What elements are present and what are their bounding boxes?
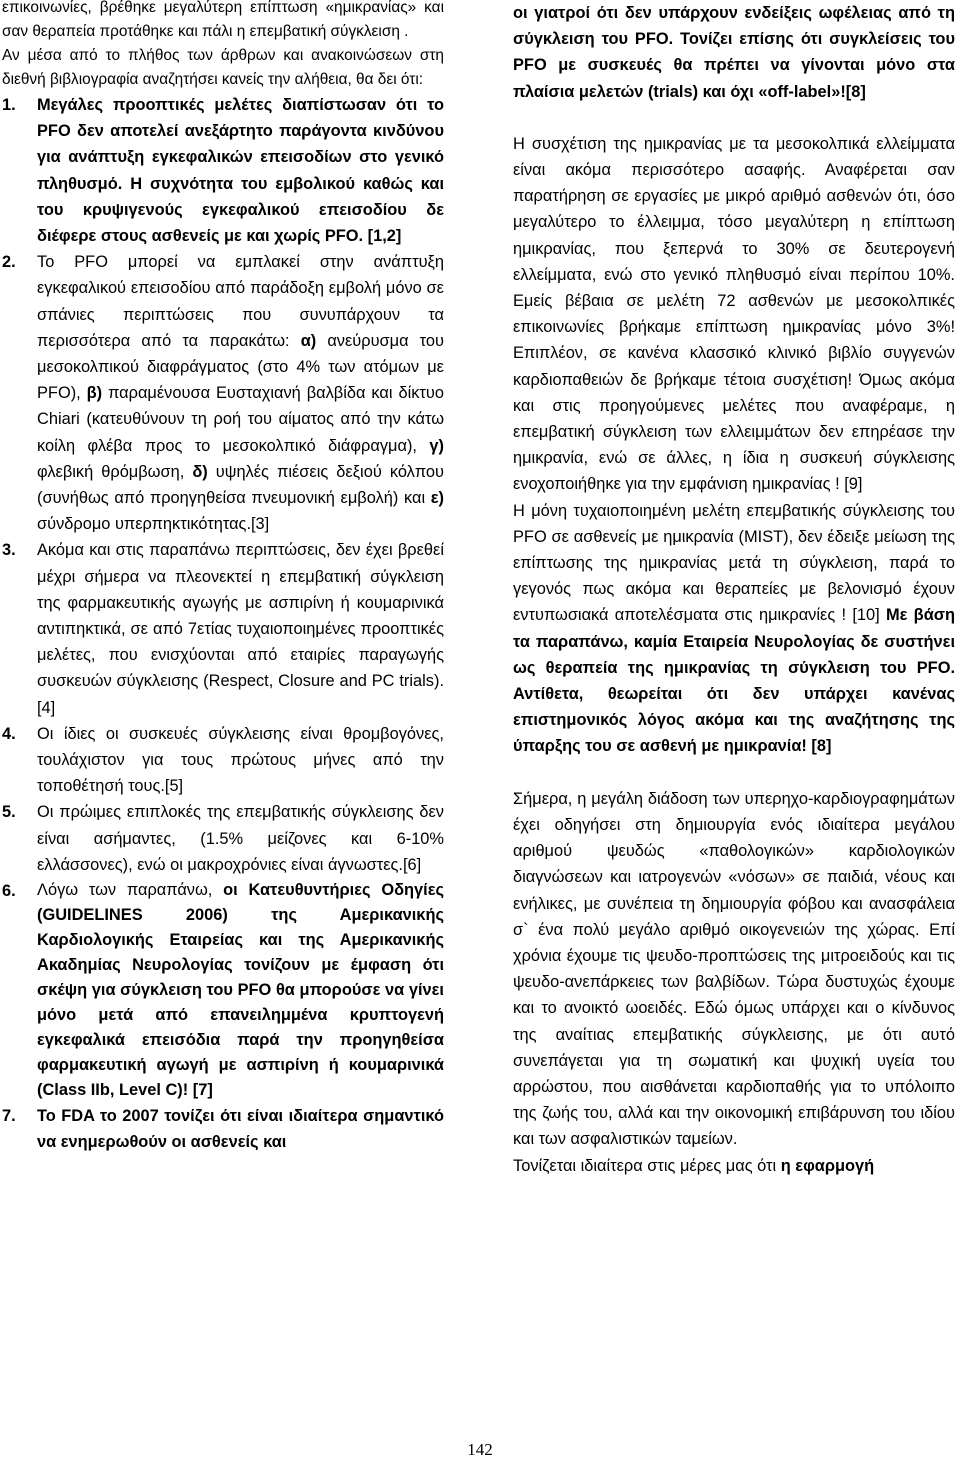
text-run: Τονίζεται ιδιαίτερα στις μέρες μας ότι	[513, 1156, 781, 1175]
bold-text: ε)	[430, 489, 444, 508]
bold-text: δ)	[192, 462, 208, 481]
list-item-number: 5.	[2, 803, 16, 822]
list-item-text	[37, 721, 444, 800]
list-item-text	[37, 878, 444, 1103]
paragraph-spacer	[513, 760, 955, 786]
text-run: σύνδρομο υπερπηκτικότητας.[3]	[37, 515, 270, 534]
list-item	[2, 721, 444, 800]
numbered-list	[2, 92, 444, 1156]
list-item-text	[37, 537, 444, 720]
text-run: υψηλές πιέσεις δεξιού κόλπου (συνήθως από προηγηθείσα πνευμονική εμβολή) και	[37, 462, 444, 508]
bold-text: β)	[86, 384, 103, 403]
list-item-text	[37, 799, 444, 878]
text-run: Σήμερα, η μεγάλη διάδοση των υπερηχο-καρδιογραφημάτων έχει οδηγήσει στη δημιουργία ενός ιδιαίτερα μεγάλου αριθμού ψευδώς «παθολογικών» καρδιολογικών διαγνώσεων και ιατρογενών «νόσων» σε παιδιά, νέους και ενήλικες, με συνέπεια τη δημιουργία φόβου και ανασφάλεια σ` ένα πολύ μεγάλο αριθμό οικογενειών της χώρας. Επί χρόνια έχουμε τις ψευδο-προπτώσεις της μιτροειδούς και τις ψευδο-ανεπάρκειες των βαλβίδων. Τώρα δυστυχώς έχουμε και το ανοικτό ωοειδές. Εδώ όμως υπάρχει και ο κίνδυνος της αναίτιας επεμβατικής σύγκλεισης, με ότι αυτό συνεπάγεται για τη σωματική και ψυχική υγεία του αρρώστου, που αισθάνεται καρδιοπαθής για το υπόλοιπο της ζωής του, αλλά και την οικονομική επιβάρυνση του ιδίου και των ασφαλιστικών ταμείων.	[513, 789, 955, 1149]
bold-text: Μεγάλες προοπτικές μελέτες διαπίστωσαν ότι το PFO δεν αποτελεί ανεξάρτητο παράγοντα κινδύνου για ανάπτυξη εγκεφαλικών επεισοδίων στο γενικό πληθυσμό. Η συχνότητα του εμβολικού καθώς και του κρυψιγενούς εγκεφαλικού επεισοδίου δε διέφερε στους ασθενείς με και χωρίς PFO. [1,2]	[37, 96, 444, 246]
text-run: παραμένουσα Ευσταχιανή βαλβίδα και δίκτυο Chiari (κατευθύνουν τη ροή του αίματος από την κάτω κοίλη φλέβα προς το μεσοκολπικό διάφραγμα),	[37, 384, 444, 455]
text-run: Οι πρώιμες επιπλοκές της επεμβατικής σύγκλεισης δεν είναι ασήμαντες, (1.5% μείζονες και 6-10% ελλάσσονες), ενώ οι μακροχρόνιες είναι άγνωστες.[6]	[37, 803, 444, 874]
list-item-number: 7.	[2, 1107, 16, 1126]
list-item-number: 4.	[2, 724, 16, 743]
text-run: Λόγω των παραπάνω,	[37, 881, 224, 900]
paragraph-spacer	[513, 105, 955, 131]
text-run: ανεύρυσμα του μεσοκολπικού διαφράγματος (στο 4% των ατόμων με PFO),	[37, 331, 445, 403]
text-run: Η μόνη τυχαιοποιημένη μελέτη επεμβατικής σύγκλεισης του PFO σε ασθενείς με ημικρανία (MIST), δεν έδειξε μείωση της επίπτωσης της ημικρανίας μετά τη σύγκλειση, παρά το γεγονός πως ακόμα και θεραπείες με βελονισμό έχουν εντυπωσιακά αποτελέσματα στις ημικρανίες ! [10]	[513, 501, 955, 625]
text-run: φλεβική θρόμβωση,	[37, 462, 193, 481]
text-run: Η συσχέτιση της ημικρανίας με τα μεσοκολπικά ελλείμματα είναι ακόμα περισσότερο ασαφής. Αναφέρεται σαν παρατήρηση σε εργασίες με μικρό αριθμό ασθενών ότι, όσο μεγαλύτερο το έλλειμμα, τόσο μεγαλύτερη η επίπτωση ημικρανίας, που ξεπερνά το 30% σε δευτερογενή ελλείμματα, ενώ στο γενικό πληθυσμό είναι περίπου 10%. Εμείς βέβαια σε μελέτη 72 ασθενών με μεσοκολπικές επικοινωνίες βρήκαμε επίπτωση ημικρανίας μόνο 3%! Επιπλέον, σε κανένα κλασσικό κλινικό βιβλίο συγγενών καρδιοπαθειών δε βρήκαμε τέτοια συσχέτιση! Όμως ακόμα και στις προηγούμενες μελέτες που αναφέραμε, η επεμβατική σύγκλειση των ελλειμμάτων δεν επηρέασε την ημικρανία, ενώ σε άλλες, η ίδια η συσκευή σύγκλεισης ενοχοποιήθηκε για την εμφάνιση ημικρανίας ! [9]	[513, 134, 955, 494]
list-item-text	[37, 92, 444, 249]
right-paragraph-1	[513, 0, 955, 105]
list-item-text	[37, 249, 444, 537]
list-item-text	[37, 1103, 444, 1155]
list-item	[2, 92, 444, 249]
bold-text: οι Κατευθυντήριες Οδηγίες (GUIDELINES 2006) της Αμερικανικής Καρδιολογικής Εταιρείας και της Αμερικανικής Ακαδημίας Νευρολογίας τονίζουν με έμφαση ότι σκέψη για σύγκλειση του PFO θα μπορούσε να γίνει μόνο μετά από επανειλημμένα κρυπτογενή εγκεφαλικά επεισόδια παρά την προηγηθείσα φαρμακευτική αγωγή με ασπιρίνη ή κουμαρινικά (Class IIb, Level C)! [7]	[37, 881, 445, 1100]
bold-text: α)	[300, 331, 317, 350]
right-column	[513, 0, 955, 1179]
bold-text: Με βάση τα παραπάνω, καμία Εταιρεία Νευρολογίας δε συστήνει ως θεραπεία της ημικρανίας τη σύγκλειση του PFO. Αντίθετα, θεωρείται ότι δεν υπάρχει κανένας επιστημονικός λόγος ακόμα και της αναζήτησης της ύπαρξης του σε ασθενή με ημικρανία! [8]	[513, 606, 955, 756]
text-run: Το PFO μπορεί να εμπλακεί στην ανάπτυξη εγκεφαλικού επεισοδίου από παράδοξη εμβολή μόνο σε σπάνιες περιπτώσεις που συνυπάρχουν τα περισσότερα από τα παρακάτω:	[37, 253, 444, 350]
left-column	[2, 0, 444, 1156]
intro-paragraph-1: επικοινωνίες, βρέθηκε μεγαλύτερη επίπτωση «ημικρανίας» και σαν θεραπεία προτάθηκε και πάλι η επεμβατική σύγκλειση .	[2, 0, 444, 40]
right-paragraph-3	[513, 498, 955, 760]
list-item	[2, 249, 444, 537]
page-number: 142	[467, 1440, 493, 1459]
bold-text: Το FDA το 2007 τονίζει ότι είναι ιδιαίτερα σημαντικό να ενημερωθούν οι ασθενείς και	[37, 1107, 444, 1152]
right-paragraph-2	[513, 131, 955, 498]
list-item-number: 1.	[2, 96, 16, 114]
list-item-number: 2.	[2, 253, 16, 272]
intro-paragraph-2: Αν μέσα από το πλήθος των άρθρων και ανακοινώσεων στη διεθνή βιβλιογραφία αναζητήσει κανείς την αλήθεια, θα δει ότι:	[2, 47, 444, 88]
list-item-number: 3.	[2, 541, 16, 560]
bold-text: γ)	[429, 436, 444, 455]
list-item	[2, 1103, 444, 1155]
list-item	[2, 537, 444, 720]
list-item	[2, 799, 444, 878]
bold-text: η εφαρμογή	[780, 1156, 875, 1175]
bold-text: οι γιατροί ότι δεν υπάρχουν ενδείξεις ωφέλειας από τη σύγκλειση του PFO. Τονίζει επίσης ότι συγκλείσεις του PFO με συσκευές θα πρέπει να γίνονται μόνο στα πλαίσια μελετών (trials) και όχι «off-label»![8]	[513, 4, 955, 101]
list-item-number: 6.	[2, 882, 16, 901]
text-run: Ακόμα και στις παραπάνω περιπτώσεις, δεν έχει βρεθεί μέχρι σήμερα να πλεονεκτεί η επεμβατική σύγκλειση της φαρμακευτικής αγωγής με ασπιρίνη ή κουμαρινικά αντιπηκτικά, σε από 7ετίας τυχαιοποιημένες προοπτικές μελέτες, που ενισχύονται από εταιρίες παραγωγής συσκευών σύγκλεισης (Respect, Closure and PC trials).[4]	[37, 541, 444, 717]
right-paragraph-5	[513, 1153, 955, 1179]
right-paragraph-4	[513, 786, 955, 1153]
text-run: Οι ίδιες οι συσκευές σύγκλεισης είναι θρομβογόνες, τουλάχιστον για τους πρώτους μήνες από την τοποθέτησή τους.[5]	[37, 724, 444, 796]
list-item	[2, 878, 444, 1103]
